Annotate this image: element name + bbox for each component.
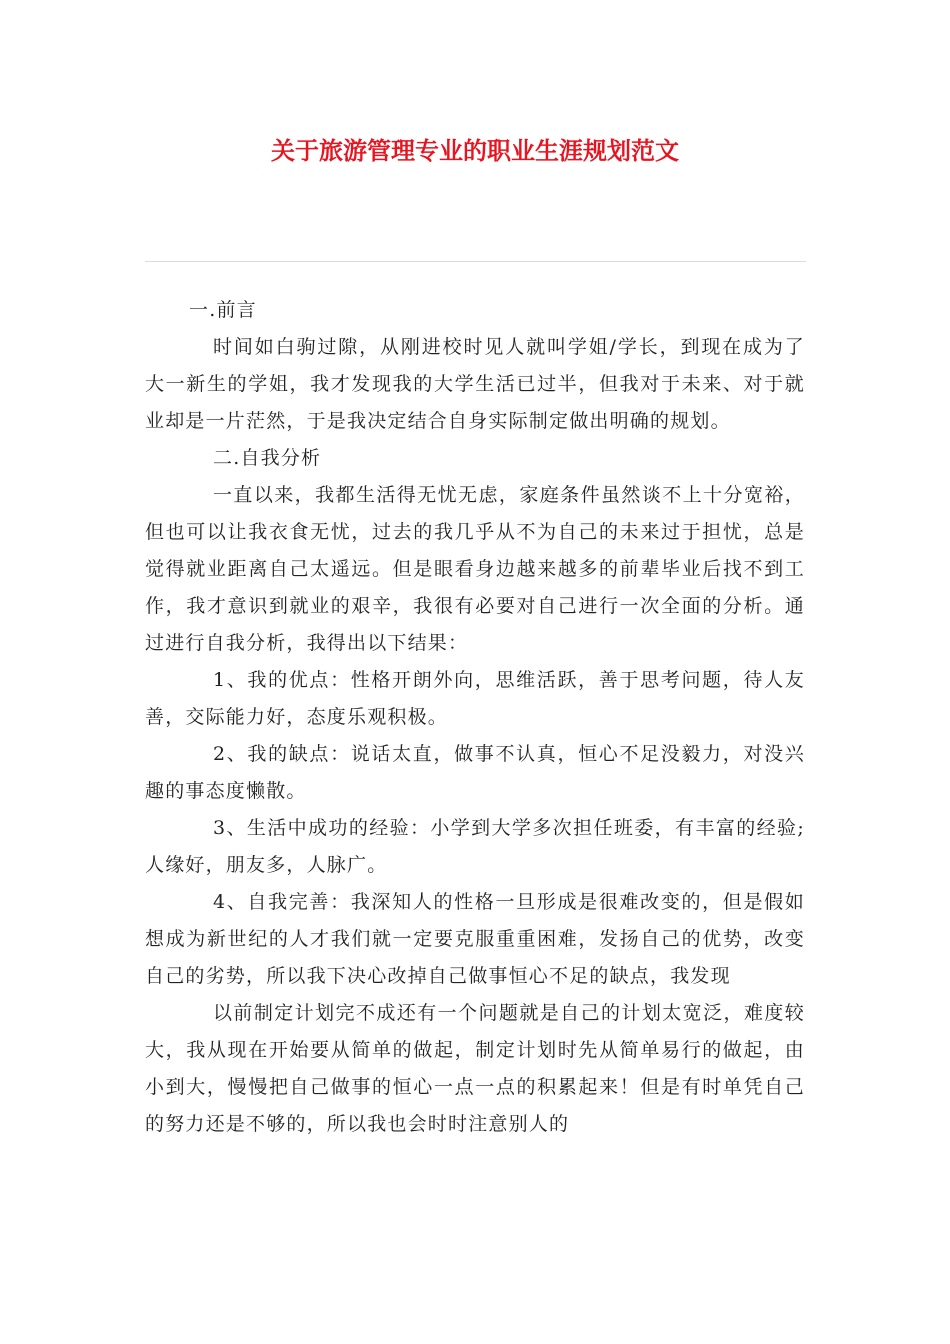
document-title: 关于旅游管理专业的职业生涯规划范文 [271,137,679,165]
paragraph-preface: 时间如白驹过隙，从刚进校时见人就叫学姐/学长，到现在成为了大一新生的学姐，我才发现我的大学生活已过半，但我对于未来、对于就业却是一片茫然，于是我决定结合自身实际制定做出明确的规划。 [145,336,805,432]
paragraph-success-experience: 3、生活中成功的经验：小学到大学多次担任班委，有丰富的经验;人缘好，朋友多，人脉广。 [145,817,805,876]
paragraph-planning: 以前制定计划完不成还有一个问题就是自己的计划太宽泛，难度较大，我从现在开始要从简单的做起，制定计划时先从简单易行的做起，由小到大，慢慢把自己做事的恒心一点一点的积累起来！但是有时单凭自己的努力还是不够的，所以我也会时时注意别人的 [145,1002,805,1135]
section-heading-self-analysis: 二.自我分析 [213,447,322,469]
title-divider [145,261,806,262]
section-heading-preface: 一.前言 [189,299,257,321]
paragraph-strengths: 1、我的优点：性格开朗外向，思维活跃，善于思考问题，待人友善，交际能力好，态度乐观积极。 [145,669,805,728]
paragraph-self-improvement: 4、自我完善：我深知人的性格一旦形成是很难改变的，但是假如想成为新世纪的人才我们就一定要克服重重困难，发扬自己的优势，改变自己的劣势，所以我下决心改掉自己做事恒心不足的缺点，我发现 [145,891,805,987]
document-body [145,292,805,1143]
paragraph-self-analysis-intro: 一直以来，我都生活得无忧无虑，家庭条件虽然谈不上十分宽裕，但也可以让我衣食无忧，过去的我几乎从不为自己的未来过于担忧，总是觉得就业距离自己太遥远。但是眼看身边越来越多的前辈毕业后找不到工作，我才意识到就业的艰辛，我很有必要对自己进行一次全面的分析。通过进行自我分析，我得出以下结果： [145,484,805,654]
paragraph-weaknesses: 2、我的缺点：说话太直，做事不认真，恒心不足没毅力，对没兴趣的事态度懒散。 [145,743,805,802]
